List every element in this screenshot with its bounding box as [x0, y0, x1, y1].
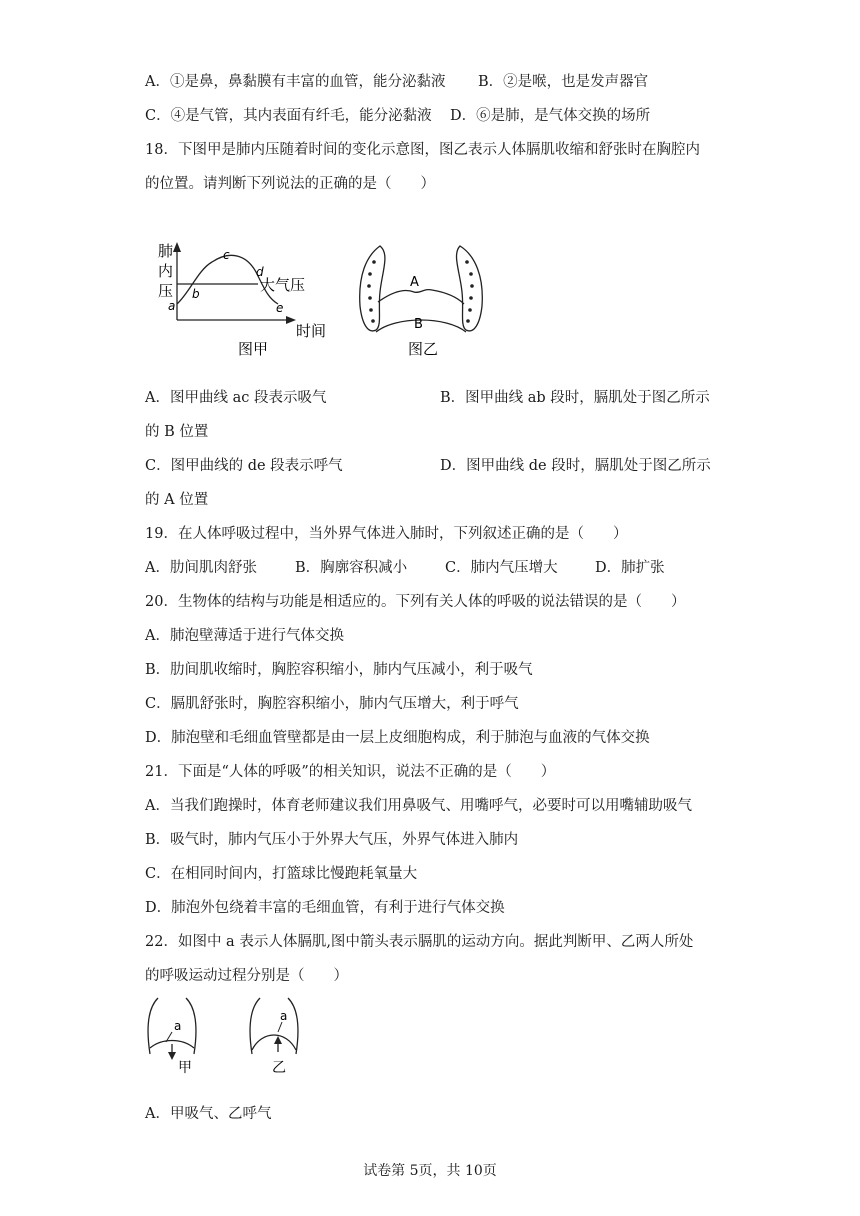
fig-yi-label-b: B	[414, 317, 423, 332]
fig-jia-ylabel-2: 内	[158, 262, 174, 280]
q18-stem-line1: 18．下图甲是肺内压随着时间的变化示意图，图乙表示人体膈肌收缩和舒张时在胸腔内	[145, 142, 700, 158]
q19-option-b: B．胸廓容积减小	[295, 560, 408, 576]
q20-option-a: A．肺泡壁薄适于进行气体交换	[145, 628, 344, 644]
fig-jia-point-c: c	[223, 248, 230, 262]
fig-jia-point-a: a	[168, 299, 176, 313]
q18-option-d-line1: D．图甲曲线 de 段时，膈肌处于图乙所示	[440, 458, 711, 474]
fig-jia-point-d: d	[256, 265, 264, 279]
q20-stem: 20．生物体的结构与功能是相适应的。下列有关人体的呼吸的说法错误的是（ ）	[145, 594, 686, 610]
q19-option-d: D．肺扩张	[595, 560, 665, 576]
fig-yi-caption: 图乙	[408, 340, 439, 358]
q20-option-d: D．肺泡壁和毛细血管壁都是由一层上皮细胞构成，利于肺泡与血液的气体交换	[145, 730, 650, 746]
fig-22-jia-caption: 甲	[178, 1060, 192, 1074]
q19-option-c: C．肺内气压增大	[445, 560, 558, 576]
fig-jia-caption: 图甲	[238, 340, 269, 358]
figure-jia-lung-pressure-graph	[150, 232, 340, 362]
fig-22-yi-caption: 乙	[272, 1060, 286, 1074]
q18-option-d-line2: 的 A 位置	[145, 492, 209, 508]
fig-jia-ref-label: 大气压	[260, 276, 306, 294]
figure-yi-diaphragm-diagram	[352, 232, 492, 362]
fig-yi-label-a: A	[410, 275, 419, 290]
q20-option-c: C．膈肌舒张时，胸腔容积缩小，肺内气压增大，利于呼气	[145, 696, 519, 712]
q17-option-c: C．④是气管，其内表面有纤毛，能分泌黏液	[145, 108, 432, 124]
fig-jia-ylabel-1: 肺	[158, 242, 174, 260]
fig-22-yi-label-a: a	[280, 1009, 288, 1023]
q21-option-d: D．肺泡外包绕着丰富的毛细血管，有利于进行气体交换	[145, 900, 505, 916]
fig-jia-point-e: e	[276, 301, 284, 315]
q22-stem-line2: 的呼吸运动过程分别是（ ）	[145, 968, 348, 984]
q17-option-a: A．①是鼻，鼻黏膜有丰富的血管，能分泌黏液	[145, 74, 446, 90]
q20-option-b: B．肋间肌收缩时，胸腔容积缩小，肺内气压减小，利于吸气	[145, 662, 533, 678]
q21-option-a: A．当我们跑操时，体育老师建议我们用鼻吸气、用嘴呼气，必要时可以用嘴辅助吸气	[145, 798, 692, 814]
fig-jia-point-b: b	[192, 287, 200, 301]
fig-22-jia-label-a: a	[174, 1019, 182, 1033]
q18-option-a: A．图甲曲线 ac 段表示吸气	[145, 390, 327, 406]
fig-jia-ylabel-3: 压	[158, 282, 174, 300]
fig-jia-xlabel: 时间	[296, 322, 327, 340]
q18-stem-line2: 的位置。请判断下列说法的正确的是（ ）	[145, 176, 435, 192]
page-footer: 试卷第 5页，共 10页	[363, 1163, 497, 1179]
q19-stem: 19．在人体呼吸过程中，当外界气体进入肺时，下列叙述正确的是（ ）	[145, 526, 628, 542]
q21-option-c: C．在相同时间内，打篮球比慢跑耗氧量大	[145, 866, 418, 882]
q21-option-b: B．吸气时，肺内气压小于外界大气压，外界气体进入肺内	[145, 832, 519, 848]
q19-option-a: A．肋间肌肉舒张	[145, 560, 257, 576]
q22-stem-line1: 22．如图中 a 表示人体膈肌,图中箭头表示膈肌的运动方向。据此判断甲、乙两人所处	[145, 934, 694, 950]
q18-option-b-line2: 的 B 位置	[145, 424, 209, 440]
q22-option-a: A．甲吸气、乙呼气	[145, 1106, 272, 1122]
figure-22-yi-diaphragm-up	[244, 994, 304, 1074]
q17-option-d: D．⑥是肺，是气体交换的场所	[450, 108, 651, 124]
q17-option-b: B．②是喉，也是发声器官	[478, 74, 649, 90]
figure-22-jia-diaphragm-down	[142, 994, 202, 1074]
q18-option-b-line1: B．图甲曲线 ab 段时，膈肌处于图乙所示	[440, 390, 710, 406]
q21-stem: 21．下面是“人体的呼吸”的相关知识，说法不正确的是（ ）	[145, 764, 556, 780]
q18-option-c: C．图甲曲线的 de 段表示呼气	[145, 458, 343, 474]
